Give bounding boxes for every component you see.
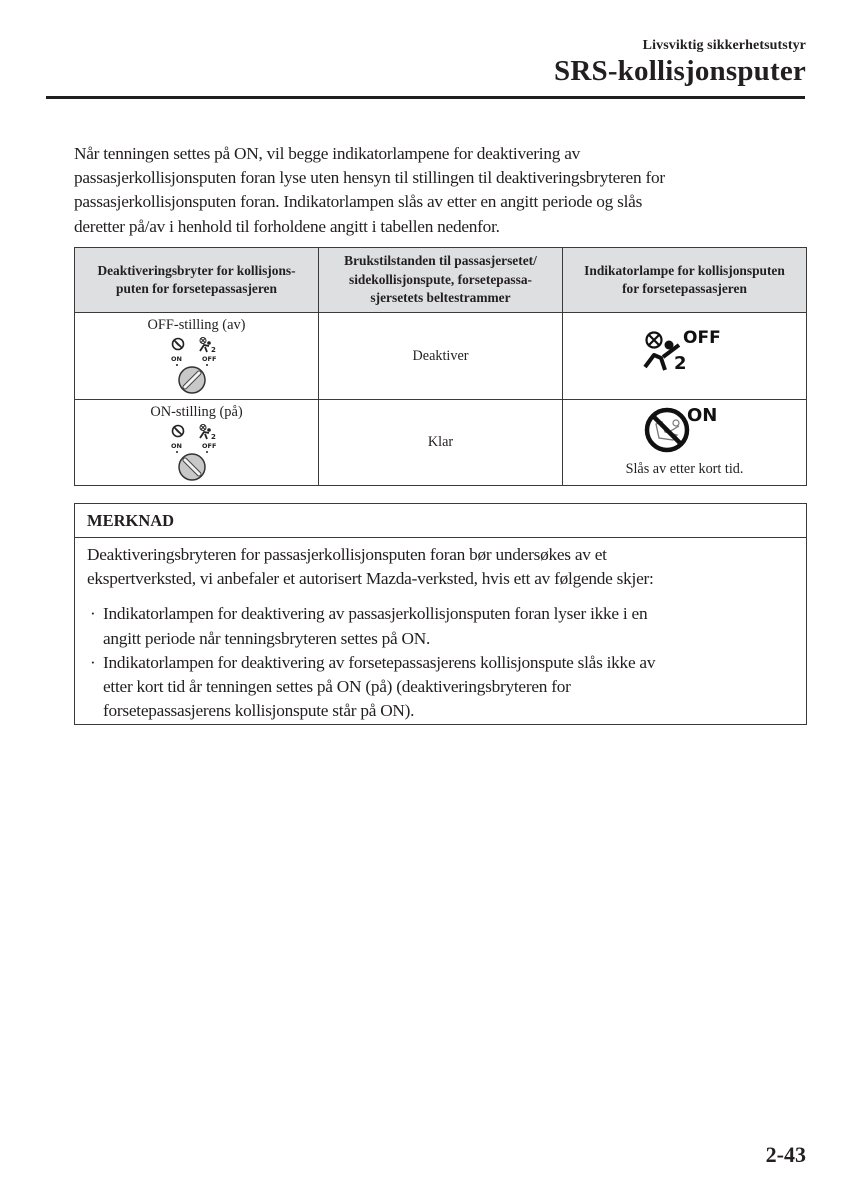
column-header-status: Brukstilstanden til passasjersetet/ sidekollisjonspute, forsetepassa- sjersetets beltestrammer <box>319 248 563 313</box>
svg-text:ON: ON <box>170 442 182 450</box>
svg-text:OFF: OFF <box>201 442 216 450</box>
svg-text:OFF: OFF <box>201 355 216 363</box>
column-header-switch: Deaktiveringsbryter for kollisjons- puten for forsetepassasjeren <box>75 248 319 313</box>
table-row <box>75 400 807 486</box>
intro-line: passasjerkollisjonsputen foran. Indikatorlampen slås av etter en angitt periode og slås <box>74 192 643 212</box>
note-body <box>75 538 806 723</box>
airbag-deactivation-switch-off-icon <box>167 337 227 397</box>
svg-text:OFF: OFF <box>683 329 721 348</box>
svg-text:ON: ON <box>170 355 182 363</box>
note-line: ekspertverksted, vi anbefaler et autorisert Mazda-verksted, hvis ett av følgende skjer: <box>87 569 654 589</box>
note-bullet-item: · Indikatorlampen for deaktivering av forsetepassasjerens kollisjonspute slås ikke av etter kort tid år tenningen settes på ON (på) (deaktiveringsbryteren for forsetepassasjerens kollisjonspute står på ON). <box>90 652 656 721</box>
status-cell: Klar <box>319 400 563 486</box>
bullet-marker: · <box>90 604 96 624</box>
note-bullet-list <box>87 602 806 723</box>
intro-line: Når tenningen settes på ON, vil begge indikatorlampene for deaktivering av <box>74 144 581 163</box>
switch-position-label: OFF-stilling (av) <box>147 317 246 333</box>
page-title: SRS-kollisjonsputer <box>554 55 806 87</box>
intro-line: passasjerkollisjonsputen foran lyse uten hensyn til stillingen til deaktiveringsbryteren for <box>74 168 665 188</box>
column-header-indicator: Indikatorlampe for kollisjonsputen for forsetepassasjeren <box>563 248 807 313</box>
page-number: 2-43 <box>765 1142 806 1167</box>
note-heading: MERKNAD <box>75 504 806 538</box>
intro-line: deretter på/av i henhold til forholdene angitt i tabellen nedenfor. <box>74 216 500 236</box>
bullet-marker: · <box>90 652 96 672</box>
switch-position-label: ON-stilling (på) <box>150 404 243 420</box>
intro-paragraph <box>74 142 809 239</box>
indicator-caption: Slås av etter kort tid. <box>625 461 744 477</box>
switch-cell <box>75 313 319 400</box>
svg-text:2: 2 <box>210 433 216 441</box>
status-cell: Deaktiver <box>319 313 563 400</box>
indicator-cell <box>563 400 807 486</box>
table-header-row <box>75 248 807 313</box>
indicator-cell <box>563 313 807 400</box>
passenger-airbag-off-indicator-icon <box>639 329 729 381</box>
switch-cell <box>75 400 319 486</box>
note-bullet-item: · Indikatorlampen for deaktivering av passasjerkollisjonsputen foran lyser ikke i en angitt periode når tenningsbryteren settes på ON. <box>90 604 648 648</box>
airbag-deactivation-switch-on-icon <box>167 424 227 484</box>
svg-text:ON: ON <box>687 405 718 426</box>
indicator-table <box>74 247 807 486</box>
section-label: Livsviktig sikkerhetsutstyr <box>642 38 806 53</box>
note-line: Deaktiveringsbryteren for passasjerkollisjonsputen foran bør undersøkes av et <box>87 545 607 564</box>
table-row <box>75 313 807 400</box>
passenger-airbag-on-indicator-icon <box>643 404 733 454</box>
title-divider <box>46 96 805 99</box>
svg-text:2: 2 <box>210 346 216 354</box>
note-box <box>74 503 807 725</box>
svg-text:2: 2 <box>674 353 687 374</box>
